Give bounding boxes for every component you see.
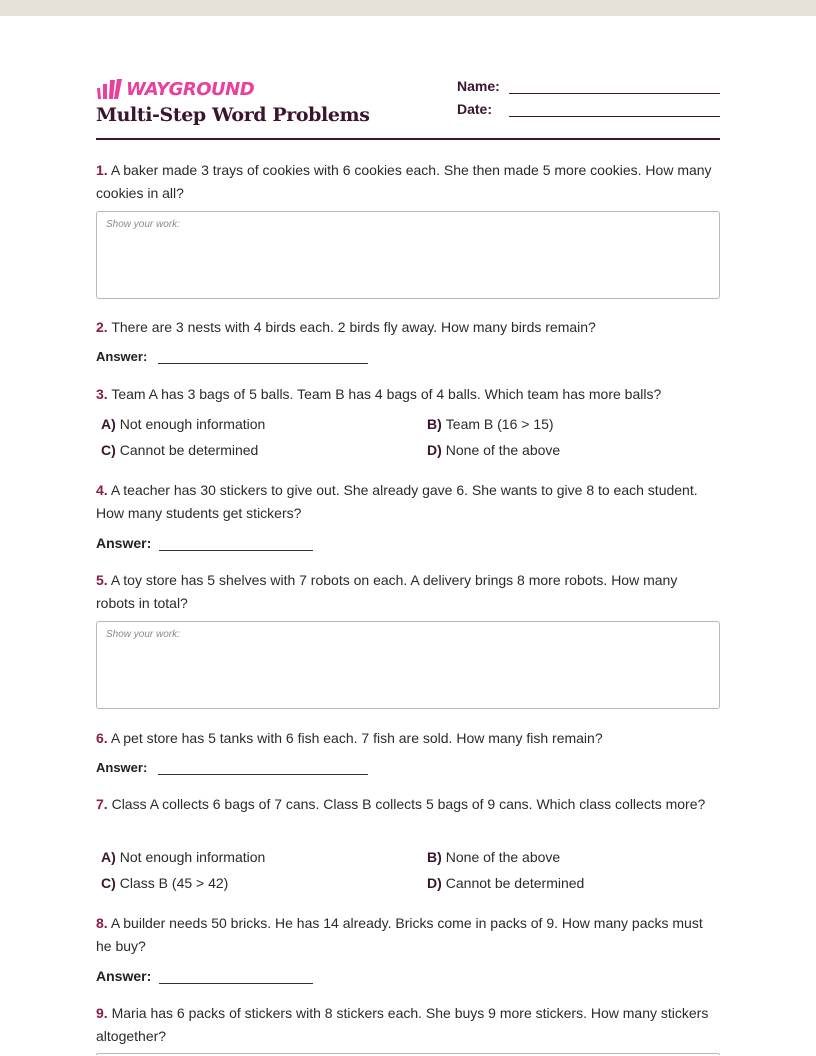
work-placeholder: Show your work: bbox=[106, 219, 180, 230]
option-letter: B) bbox=[427, 849, 442, 865]
question-3 bbox=[96, 383, 720, 406]
option-a[interactable] bbox=[101, 416, 265, 432]
name-input-line[interactable] bbox=[509, 80, 720, 94]
question-text: A teacher has 30 stickers to give out. She already gave 6. She wants to give 8 to each student. How many students get stickers? bbox=[96, 482, 698, 521]
option-letter: B) bbox=[427, 416, 442, 432]
question-number: 6. bbox=[96, 730, 108, 746]
answer-field-6[interactable] bbox=[96, 757, 368, 775]
question-text: A pet store has 5 tanks with 6 fish each. 7 fish are sold. How many fish remain? bbox=[110, 730, 603, 746]
answer-line[interactable] bbox=[158, 346, 368, 364]
question-text: Team A has 3 bags of 5 balls. Team B has 4 bags of 4 balls. Which team has more balls? bbox=[111, 386, 662, 402]
name-label: Name: bbox=[457, 78, 500, 94]
answer-label: Answer: bbox=[96, 349, 148, 364]
option-d[interactable] bbox=[427, 875, 584, 891]
brand-name: WAYGROUND bbox=[126, 78, 255, 100]
page-top-band bbox=[0, 0, 816, 16]
option-c[interactable] bbox=[101, 875, 228, 891]
answer-line[interactable] bbox=[159, 964, 313, 984]
wayground-logo-icon bbox=[96, 79, 122, 99]
answer-field-8[interactable] bbox=[96, 964, 313, 984]
question-number: 8. bbox=[96, 915, 108, 931]
answer-line[interactable] bbox=[158, 757, 368, 775]
question-8 bbox=[96, 912, 720, 957]
question-6 bbox=[96, 727, 720, 750]
option-d[interactable] bbox=[427, 442, 560, 458]
question-text: A builder needs 50 bricks. He has 14 already. Bricks come in packs of 9. How many packs must he buy? bbox=[96, 915, 703, 954]
option-letter: C) bbox=[101, 442, 116, 458]
answer-field-4[interactable] bbox=[96, 531, 313, 551]
option-text: Cannot be determined bbox=[119, 442, 259, 458]
question-text: A toy store has 5 shelves with 7 robots on each. A delivery brings 8 more robots. How many robots in total? bbox=[96, 572, 678, 611]
answer-label: Answer: bbox=[96, 968, 152, 984]
option-text: None of the above bbox=[445, 442, 561, 458]
option-letter: A) bbox=[101, 416, 116, 432]
question-number: 2. bbox=[96, 319, 108, 335]
worksheet-header bbox=[96, 78, 720, 126]
date-field[interactable] bbox=[457, 101, 720, 117]
answer-line[interactable] bbox=[159, 531, 313, 551]
question-text: There are 3 nests with 4 birds each. 2 birds fly away. How many birds remain? bbox=[111, 319, 596, 335]
question-1 bbox=[96, 159, 720, 204]
question-4 bbox=[96, 479, 720, 524]
question-text: A baker made 3 trays of cookies with 6 cookies each. She then made 5 more cookies. How many cookies in all? bbox=[96, 162, 712, 201]
answer-field-2[interactable] bbox=[96, 346, 368, 364]
option-letter: C) bbox=[101, 875, 116, 891]
date-label: Date: bbox=[457, 101, 493, 117]
option-text: Not enough information bbox=[119, 849, 266, 865]
answer-label: Answer: bbox=[96, 535, 152, 551]
option-text: Not enough information bbox=[119, 416, 266, 432]
question-number: 5. bbox=[96, 572, 108, 588]
option-text: Class B (45 > 42) bbox=[119, 875, 229, 891]
question-number: 3. bbox=[96, 386, 108, 402]
option-c[interactable] bbox=[101, 442, 258, 458]
answer-label: Answer: bbox=[96, 760, 148, 775]
work-area-5[interactable] bbox=[96, 621, 720, 709]
question-5 bbox=[96, 569, 720, 614]
question-text: Class A collects 6 bags of 7 cans. Class B collects 5 bags of 9 cans. Which class collects more? bbox=[111, 796, 706, 812]
option-text: Cannot be determined bbox=[445, 875, 585, 891]
question-9 bbox=[96, 1002, 720, 1047]
question-text: Maria has 6 packs of stickers with 8 stickers each. She buys 9 more stickers. How many stickers altogether? bbox=[96, 1005, 709, 1044]
option-b[interactable] bbox=[427, 849, 560, 865]
option-letter: A) bbox=[101, 849, 116, 865]
work-area-9[interactable] bbox=[96, 1053, 720, 1055]
option-text: None of the above bbox=[445, 849, 561, 865]
question-2 bbox=[96, 316, 720, 339]
name-field[interactable] bbox=[457, 78, 720, 94]
question-number: 4. bbox=[96, 482, 108, 498]
question-number: 1. bbox=[96, 162, 108, 178]
option-a[interactable] bbox=[101, 849, 265, 865]
date-input-line[interactable] bbox=[509, 103, 720, 117]
worksheet-title: Multi-Step Word Problems bbox=[96, 104, 370, 126]
option-text: Team B (16 > 15) bbox=[445, 416, 554, 432]
option-letter: D) bbox=[427, 875, 442, 891]
option-b[interactable] bbox=[427, 416, 554, 432]
question-number: 9. bbox=[96, 1005, 108, 1021]
question-7 bbox=[96, 793, 720, 816]
option-letter: D) bbox=[427, 442, 442, 458]
question-number: 7. bbox=[96, 796, 108, 812]
work-area-1[interactable] bbox=[96, 211, 720, 299]
work-placeholder: Show your work: bbox=[106, 629, 180, 640]
header-divider bbox=[96, 138, 720, 140]
